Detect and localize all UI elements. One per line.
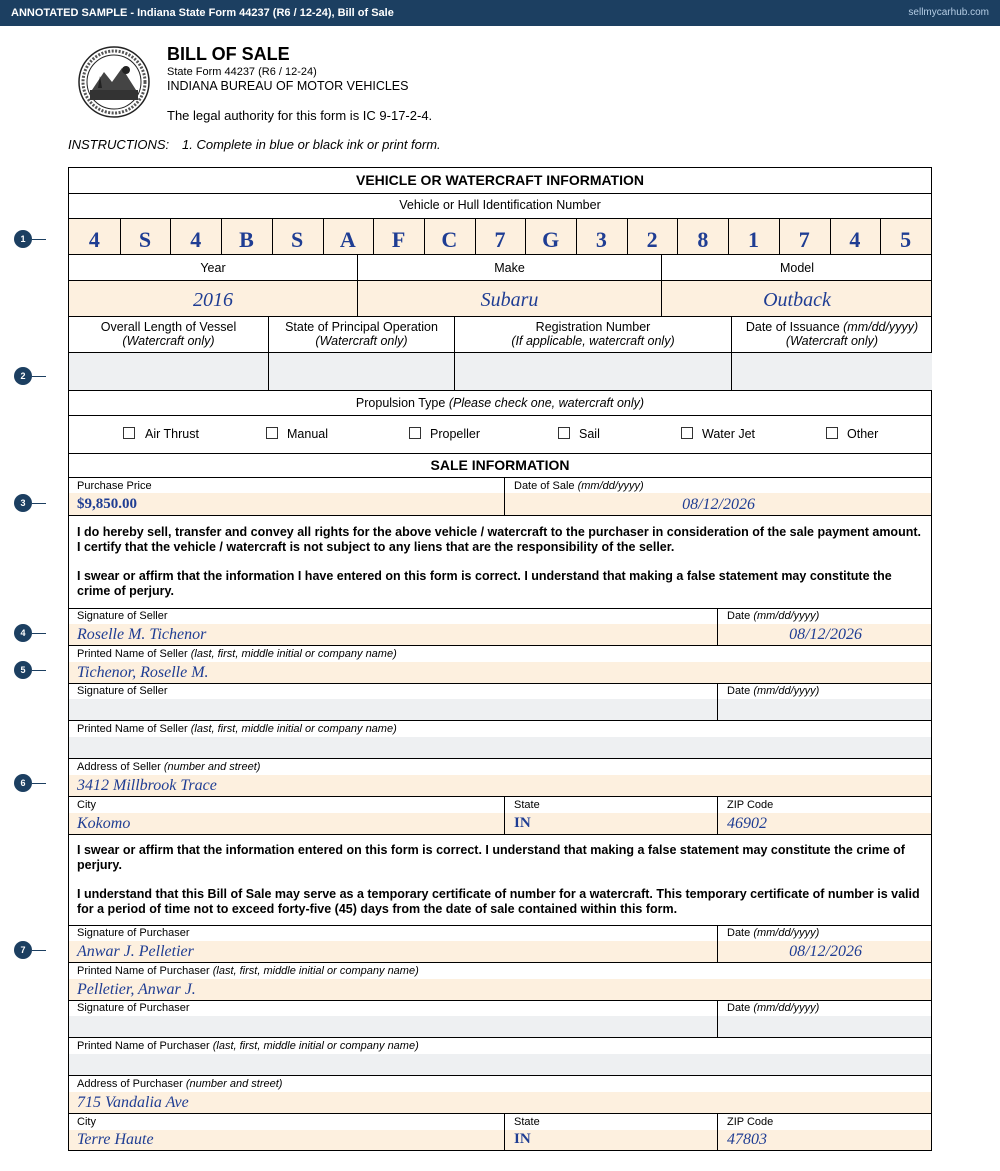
manual-label: Manual bbox=[287, 427, 328, 441]
vin-char-4[interactable]: B bbox=[239, 227, 254, 252]
year-label: Year bbox=[200, 261, 226, 275]
seller-date-format: (mm/dd/yyyy) bbox=[753, 610, 820, 622]
sale-date-text: Date of Sale bbox=[514, 480, 575, 492]
vin-char-15[interactable]: 7 bbox=[798, 227, 810, 252]
sale-date-field[interactable]: 08/12/2026 bbox=[682, 496, 755, 513]
vin-char-5[interactable]: S bbox=[291, 227, 304, 252]
propulsion-label bbox=[69, 396, 931, 410]
propulsion-text: Propulsion Type bbox=[355, 396, 446, 410]
seller-zip-label: ZIP Code bbox=[727, 799, 774, 811]
vin-char-2[interactable]: S bbox=[138, 227, 152, 252]
sail-checkbox[interactable] bbox=[558, 427, 570, 439]
agency-name: INDIANA BUREAU OF MOTOR VEHICLES bbox=[167, 79, 409, 93]
purchaser-2-printed-text: Printed Name of Purchaser bbox=[77, 1040, 210, 1052]
purchase-price-label: Purchase Price bbox=[77, 480, 152, 492]
seller-2-printed-name-label bbox=[77, 723, 397, 735]
purchaser-date-label bbox=[727, 927, 819, 939]
seller-printed-name-label bbox=[77, 648, 397, 660]
state-operation-text: State of Principal Operation bbox=[285, 320, 438, 334]
length-label-text: Overall Length of Vessel bbox=[100, 320, 237, 334]
seller-2-printed-text: Printed Name of Seller bbox=[77, 723, 188, 735]
purchaser-date-field[interactable]: 08/12/2026 bbox=[789, 943, 862, 960]
seller-2-date-field[interactable] bbox=[718, 699, 931, 720]
purchaser-2-printed-name-field[interactable] bbox=[69, 1054, 931, 1075]
state-operation-label bbox=[269, 320, 454, 348]
purchaser-2-date-field[interactable] bbox=[718, 1016, 931, 1037]
model-label: Model bbox=[779, 261, 815, 275]
step-marker-1: 1 bbox=[14, 230, 32, 248]
air-thrust-checkbox[interactable] bbox=[123, 427, 135, 439]
seller-city-label: City bbox=[77, 799, 96, 811]
seller-2-date-label bbox=[727, 685, 819, 697]
purchaser-city-label: City bbox=[77, 1116, 96, 1128]
vin-char-6[interactable]: A bbox=[339, 227, 356, 252]
air-thrust-label: Air Thrust bbox=[145, 427, 199, 441]
purchaser-address-field[interactable]: 715 Vandalia Ave bbox=[77, 1094, 189, 1111]
annotation-banner bbox=[0, 0, 1000, 26]
water-jet-label: Water Jet bbox=[702, 427, 756, 441]
purchaser-date-text: Date bbox=[727, 927, 751, 939]
purchaser-statement-1: I swear or affirm that the information entered on this form is correct. I understand that making a false statement may constitute the crime of perjury. bbox=[77, 843, 905, 872]
vin-char-1[interactable]: 4 bbox=[88, 227, 100, 252]
propeller-label: Propeller bbox=[430, 427, 481, 441]
water-jet-checkbox[interactable] bbox=[681, 427, 693, 439]
length-field[interactable] bbox=[69, 353, 268, 390]
vehicle-section-title: VEHICLE OR WATERCRAFT INFORMATION bbox=[355, 172, 645, 188]
seller-city-field[interactable]: Kokomo bbox=[77, 815, 131, 832]
vin-char-13[interactable]: 8 bbox=[697, 227, 709, 252]
seller-2-signature-field[interactable] bbox=[69, 699, 717, 720]
seller-printed-text: Printed Name of Seller bbox=[77, 648, 188, 660]
length-label bbox=[69, 320, 268, 348]
vin-char-10[interactable]: G bbox=[542, 227, 560, 252]
registration-field[interactable] bbox=[455, 353, 731, 390]
vin-char-11[interactable]: 3 bbox=[595, 227, 607, 252]
purchaser-2-printed-sub: (last, first, middle initial or company name) bbox=[212, 1040, 419, 1052]
issuance-format: (mm/dd/yyyy) bbox=[843, 320, 919, 334]
purchaser-address-bg bbox=[69, 1092, 931, 1113]
vin-char-7[interactable]: F bbox=[391, 227, 406, 252]
seller-zip-field[interactable]: 46902 bbox=[727, 815, 767, 832]
registration-sub: (If applicable, watercraft only) bbox=[511, 334, 675, 348]
manual-checkbox[interactable] bbox=[266, 427, 278, 439]
purchaser-address-label bbox=[77, 1078, 282, 1090]
purchaser-zip-field[interactable]: 47803 bbox=[727, 1131, 767, 1148]
vin-char-8[interactable]: C bbox=[441, 227, 458, 252]
issuance-label bbox=[732, 320, 932, 348]
issuance-field[interactable] bbox=[732, 353, 932, 390]
seller-address-label bbox=[77, 761, 260, 773]
seller-statement-2: I swear or affirm that the information I have entered on this form is correct. I understand that making a false statement may constitute the crime of perjury. bbox=[77, 569, 892, 598]
issuance-sub: (Watercraft only) bbox=[785, 334, 879, 348]
seller-state-label: State bbox=[514, 799, 540, 811]
seller-city-state-zip-bg bbox=[69, 813, 931, 834]
purchaser-state-field[interactable]: IN bbox=[514, 1131, 531, 1147]
state-operation-sub: (Watercraft only) bbox=[315, 334, 408, 348]
seller-2-printed-sub: (last, first, middle initial or company name) bbox=[190, 723, 397, 735]
seller-signature-label: Signature of Seller bbox=[77, 610, 168, 622]
purchaser-2-date-text: Date bbox=[727, 1002, 751, 1014]
registration-label bbox=[455, 320, 731, 348]
instruction-item-1: 1. Complete in blue or black ink or print form. bbox=[182, 137, 441, 152]
purchaser-printed-name-field[interactable]: Pelletier, Anwar J. bbox=[77, 981, 196, 998]
purchaser-printed-bg bbox=[69, 979, 931, 1000]
purchaser-2-date-label bbox=[727, 1002, 819, 1014]
seller-statement-1: I do hereby sell, transfer and convey all rights for the above vehicle / watercraft to the purchaser in consideration of the sale payment amount. I certify that the vehicle / watercraft is not subject to any liens that are the responsibility of the seller. bbox=[77, 525, 921, 554]
instructions-label: INSTRUCTIONS: bbox=[68, 137, 170, 152]
seller-2-printed-name-field[interactable] bbox=[69, 737, 931, 758]
indiana-state-seal bbox=[78, 46, 150, 118]
year-field[interactable]: 2016 bbox=[193, 289, 233, 311]
legal-authority: The legal authority for this form is IC 9-17-2-4. bbox=[167, 108, 433, 123]
form-title: BILL OF SALE bbox=[167, 44, 290, 64]
purchaser-date-format: (mm/dd/yyyy) bbox=[753, 927, 820, 939]
seller-date-label bbox=[727, 610, 819, 622]
banner-title: ANNOTATED SAMPLE - Indiana State Form 44237 (R6 / 12-24), Bill of Sale bbox=[11, 7, 394, 19]
seller-signature-field[interactable]: Roselle M. Tichenor bbox=[77, 626, 207, 643]
purchaser-2-date-format: (mm/dd/yyyy) bbox=[753, 1002, 820, 1014]
vin-char-16[interactable]: 4 bbox=[849, 227, 861, 252]
purchaser-2-signature-field[interactable] bbox=[69, 1016, 717, 1037]
purchaser-state-label: State bbox=[514, 1116, 540, 1128]
purchaser-signature-field[interactable]: Anwar J. Pelletier bbox=[77, 943, 194, 960]
make-label: Make bbox=[494, 261, 525, 275]
propulsion-sub: (Please check one, watercraft only) bbox=[448, 396, 645, 410]
step-marker-7: 7 bbox=[14, 941, 32, 959]
purchaser-city-state-zip-bg bbox=[69, 1130, 931, 1150]
banner-site-link[interactable]: sellmycarhub.com bbox=[908, 7, 989, 18]
seller-address-field[interactable]: 3412 Millbrook Trace bbox=[77, 777, 217, 794]
purchase-price-field[interactable]: $9,850.00 bbox=[77, 496, 137, 512]
step-marker-6: 6 bbox=[14, 774, 32, 792]
seller-2-signature-label: Signature of Seller bbox=[77, 685, 168, 697]
purchaser-address-text: Address of Purchaser bbox=[77, 1078, 183, 1090]
seller-2-date-format: (mm/dd/yyyy) bbox=[753, 685, 820, 697]
other-label: Other bbox=[847, 427, 879, 441]
step-marker-3: 3 bbox=[14, 494, 32, 512]
sail-label: Sail bbox=[579, 427, 600, 441]
vin-label: Vehicle or Hull Identification Number bbox=[399, 198, 601, 212]
seller-date-field[interactable]: 08/12/2026 bbox=[789, 626, 862, 643]
purchaser-2-printed-name-label bbox=[77, 1040, 419, 1052]
seller-2-date-text: Date bbox=[727, 685, 751, 697]
sale-date-label bbox=[514, 480, 644, 492]
seller-date-text: Date bbox=[727, 610, 751, 622]
sale-date-format: (mm/dd/yyyy) bbox=[577, 480, 644, 492]
length-sub: (Watercraft only) bbox=[122, 334, 215, 348]
seller-address-sub: (number and street) bbox=[163, 761, 261, 773]
sale-section-title: SALE INFORMATION bbox=[430, 457, 570, 473]
make-field[interactable]: Subaru bbox=[480, 289, 539, 311]
vin-char-3[interactable]: 4 bbox=[190, 227, 202, 252]
step-marker-2: 2 bbox=[14, 367, 32, 385]
purchaser-statement-2: I understand that this Bill of Sale may serve as a temporary certificate of number for a watercraft. This temporary certificate of number is valid for a period of time not to exceed forty-five (45) days from the date of sale contained within this form. bbox=[77, 887, 920, 916]
form-number: State Form 44237 (R6 / 12-24) bbox=[167, 66, 317, 78]
vin-char-9[interactable]: 7 bbox=[494, 227, 506, 252]
seller-printed-name-field[interactable]: Tichenor, Roselle M. bbox=[77, 664, 209, 681]
seller-address-text: Address of Seller bbox=[77, 761, 161, 773]
seller-printed-sub: (last, first, middle initial or company name) bbox=[190, 648, 397, 660]
other-checkbox[interactable] bbox=[826, 427, 838, 439]
purchaser-printed-text: Printed Name of Purchaser bbox=[77, 965, 210, 977]
bill-of-sale-form bbox=[68, 167, 932, 1151]
step-marker-5: 5 bbox=[14, 661, 32, 679]
purchaser-city-field[interactable]: Terre Haute bbox=[77, 1131, 154, 1148]
purchaser-address-sub: (number and street) bbox=[185, 1078, 283, 1090]
purchaser-printed-sub: (last, first, middle initial or company name) bbox=[212, 965, 419, 977]
vin-char-12[interactable]: 2 bbox=[646, 227, 658, 252]
vin-char-14[interactable]: 1 bbox=[748, 227, 760, 252]
instructions bbox=[68, 137, 441, 152]
vin-char-17[interactable]: 5 bbox=[900, 227, 912, 252]
purchaser-printed-name-label bbox=[77, 965, 419, 977]
registration-text: Registration Number bbox=[535, 320, 651, 334]
model-field[interactable]: Outback bbox=[763, 289, 831, 311]
purchaser-signature-label: Signature of Purchaser bbox=[77, 927, 190, 939]
seller-state-field[interactable]: IN bbox=[514, 815, 531, 831]
state-operation-field[interactable] bbox=[269, 353, 454, 390]
purchaser-zip-label: ZIP Code bbox=[727, 1116, 774, 1128]
issuance-text: Date of Issuance bbox=[745, 320, 840, 334]
propeller-checkbox[interactable] bbox=[409, 427, 421, 439]
step-marker-4: 4 bbox=[14, 624, 32, 642]
purchaser-2-signature-label: Signature of Purchaser bbox=[77, 1002, 190, 1014]
